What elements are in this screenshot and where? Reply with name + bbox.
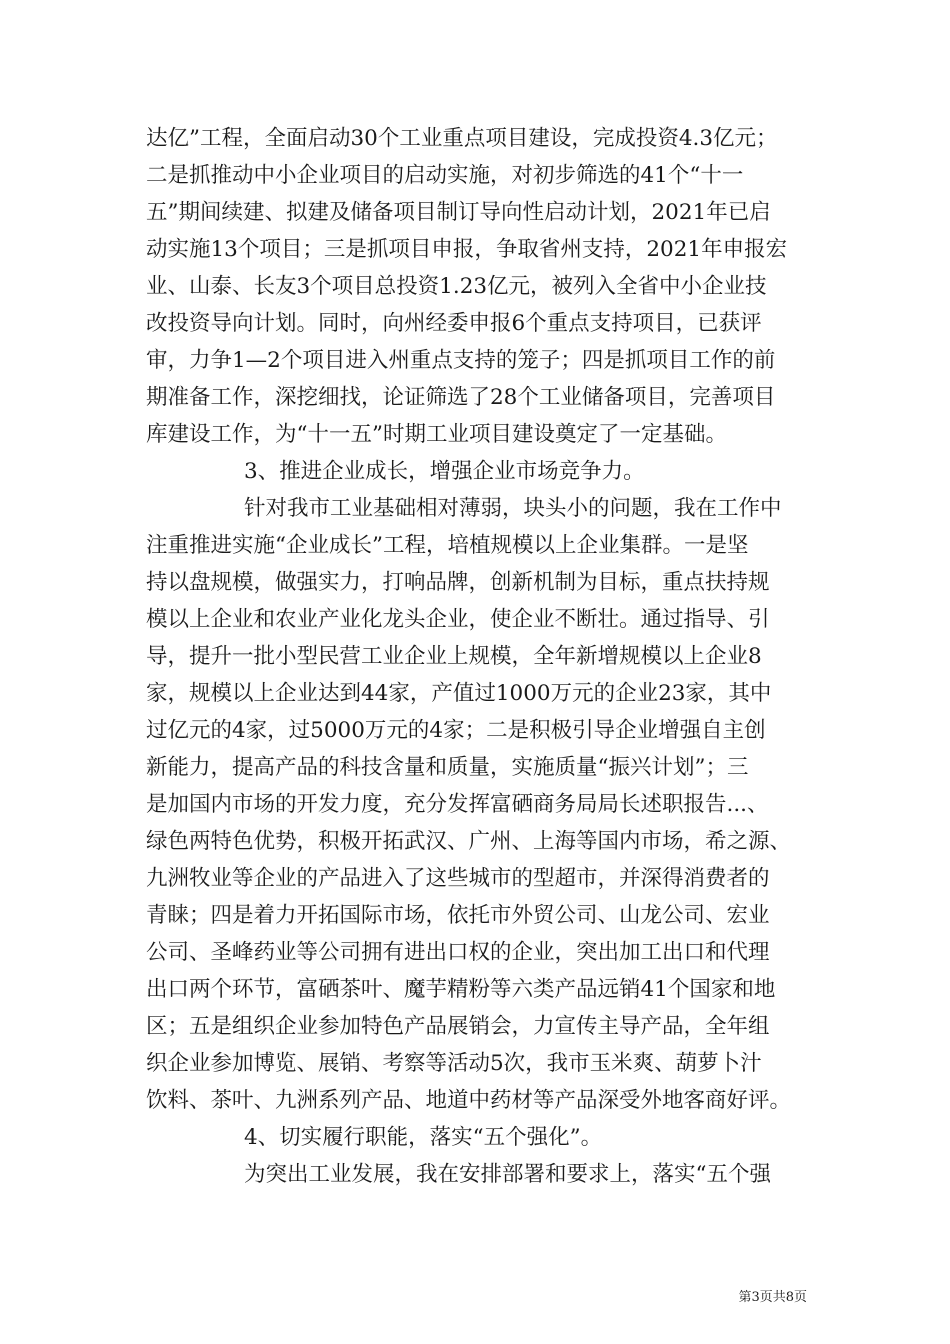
- paragraph-line: 导，提升一批小型民营工业企业上规模，全年新增规模以上企业8: [146, 644, 762, 669]
- paragraph-line: 出口两个环节，富硒茶叶、魔芋精粉等六类产品远销41个国家和地: [146, 977, 776, 1002]
- page-number-footer: 第3页共8页: [738, 1290, 807, 1305]
- section-heading: 3、推进企业成长，增强企业市场竞争力。: [244, 459, 645, 484]
- paragraph-line: 业、山泰、长友3个项目总投资1.23亿元，被列入全省中小企业技: [146, 274, 767, 299]
- paragraph-line: 饮料、茶叶、九洲系列产品、地道中药材等产品深受外地客商好评。: [146, 1088, 792, 1113]
- paragraph-line: 注重推进实施“企业成长”工程，培植规模以上企业集群。一是坚: [146, 533, 749, 558]
- paragraph-line: 库建设工作，为“十一五”时期工业项目建设奠定了一定基础。: [146, 422, 727, 447]
- paragraph-line: 审，力争1—2个项目进入州重点支持的笼子；四是抓项目工作的前: [146, 348, 776, 373]
- paragraph-line: 五”期间续建、拟建及储备项目制订导向性启动计划，2021年已启: [146, 200, 771, 225]
- paragraph-line: 九洲牧业等企业的产品进入了这些城市的型超市，并深得消费者的: [146, 866, 770, 891]
- section-heading: 4、切实履行职能，落实“五个强化”。: [244, 1125, 603, 1150]
- paragraph-line: 区；五是组织企业参加特色产品展销会，力宣传主导产品，全年组: [146, 1014, 770, 1039]
- paragraph-line: 家，规模以上企业达到44家，产值过1000万元的企业23家，其中: [146, 681, 772, 706]
- paragraph-line: 动实施13个项目；三是抓项目申报，争取省州支持，2021年申报宏: [146, 237, 788, 262]
- paragraph-line: 新能力，提高产品的科技含量和质量，实施质量“振兴计划”；三: [146, 755, 749, 780]
- paragraph-line: 针对我市工业基础相对薄弱，块头小的问题，我在工作中: [244, 496, 782, 521]
- paragraph-line: 是加国内市场的开发力度，充分发挥富硒商务局局长述职报告...、: [146, 792, 769, 817]
- paragraph-line: 持以盘规模，做强实力，打响品牌，创新机制为目标，重点扶持规: [146, 570, 770, 595]
- paragraph-line: 改投资导向计划。同时，向州经委申报6个重点支持项目，已获评: [146, 311, 762, 336]
- paragraph-line: 公司、圣峰药业等公司拥有进出口权的企业，突出加工出口和代理: [146, 940, 770, 965]
- paragraph-line: 青睐；四是着力开拓国际市场，依托市外贸公司、山龙公司、宏业: [146, 903, 770, 928]
- paragraph-line: 绿色两特色优势，积极开拓武汉、广州、上海等国内市场，希之源、: [146, 829, 792, 854]
- paragraph-line: 为突出工业发展，我在安排部署和要求上，落实“五个强: [244, 1162, 771, 1187]
- paragraph-line: 模以上企业和农业产业化龙头企业，使企业不断壮。通过指导、引: [146, 607, 770, 632]
- paragraph-line: 二是抓推动中小企业项目的启动实施，对初步筛选的41个“十一: [146, 163, 744, 188]
- paragraph-line: 达亿”工程，全面启动30个工业重点项目建设，完成投资4.3亿元；: [146, 126, 778, 151]
- paragraph-line: 期准备工作，深挖细找，论证筛选了28个工业储备项目，完善项目: [146, 385, 776, 410]
- paragraph-line: 过亿元的4家，过5000万元的4家；二是积极引导企业增强自主创: [146, 718, 766, 743]
- paragraph-line: 织企业参加博览、展销、考察等活动5次，我市玉米爽、葫萝卜汁: [146, 1051, 762, 1076]
